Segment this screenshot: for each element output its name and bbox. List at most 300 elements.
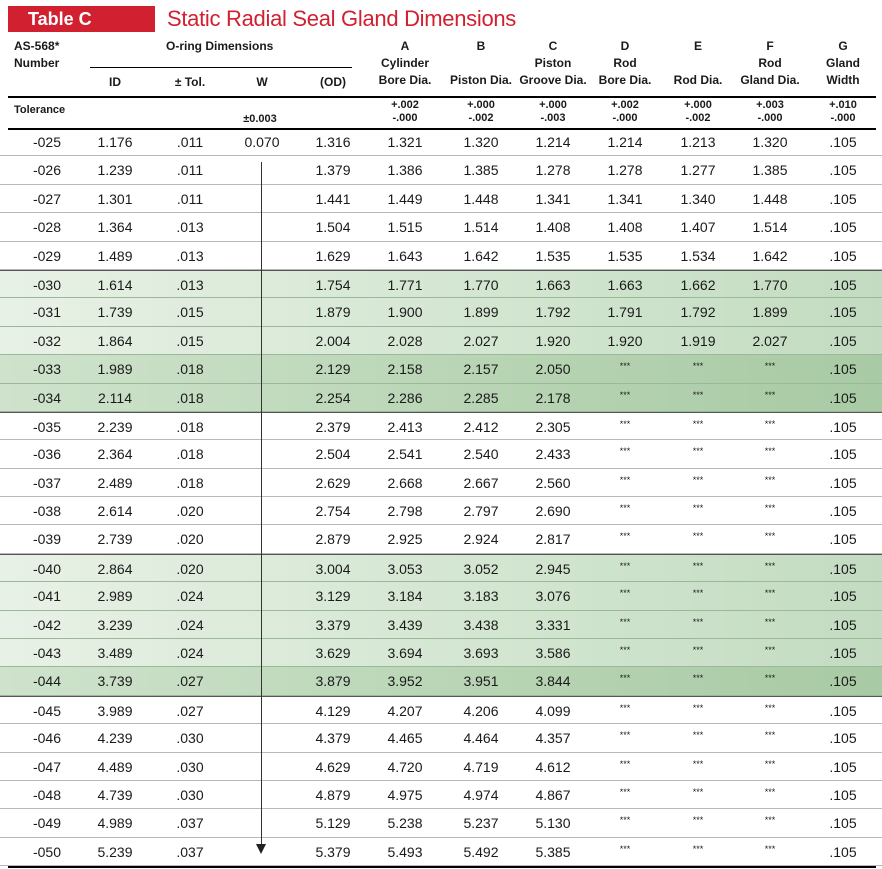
oring-group-underline bbox=[90, 67, 352, 68]
bottom-rule bbox=[8, 866, 876, 868]
cell-d: 1.278 bbox=[607, 162, 643, 179]
tolerance-a-minus: -.000 bbox=[392, 112, 418, 124]
cell-c: 5.385 bbox=[535, 843, 571, 860]
cell-w bbox=[232, 213, 292, 241]
cell-d: 1.341 bbox=[607, 190, 643, 207]
header-d bbox=[586, 38, 664, 89]
cell-tol: .018 bbox=[176, 361, 204, 378]
header-a bbox=[366, 38, 444, 89]
cell-e: 1.792 bbox=[680, 304, 716, 321]
header-c-line2: Piston bbox=[534, 56, 572, 70]
cell-f: 1.448 bbox=[752, 190, 788, 207]
cell-id: 2.614 bbox=[97, 503, 133, 520]
cell-tol: .024 bbox=[176, 645, 204, 662]
cell-d: *** bbox=[619, 815, 631, 826]
cell-f: 1.514 bbox=[752, 219, 788, 236]
tolerance-e bbox=[659, 99, 737, 125]
cell-d: *** bbox=[619, 758, 631, 769]
cell-f: *** bbox=[764, 474, 776, 485]
cell-e: *** bbox=[692, 673, 704, 684]
cell-tol: .013 bbox=[176, 276, 204, 293]
cell-g: .105 bbox=[829, 560, 857, 577]
cell-id: 1.739 bbox=[97, 304, 133, 321]
cell-a: 5.238 bbox=[387, 815, 423, 832]
table-row bbox=[0, 298, 882, 326]
title-bar bbox=[8, 6, 516, 32]
cell-id: 3.239 bbox=[97, 616, 133, 633]
cell-w bbox=[232, 242, 292, 270]
cell-c: 2.305 bbox=[535, 418, 571, 435]
cell-number: -034 bbox=[32, 389, 62, 406]
cell-f: 1.385 bbox=[752, 162, 788, 179]
header-f-line3: Gland Dia. bbox=[740, 73, 800, 87]
cell-f: 1.642 bbox=[752, 247, 788, 264]
cell-number: -041 bbox=[32, 588, 62, 605]
cell-tol: .011 bbox=[176, 190, 204, 207]
cell-od: 5.379 bbox=[315, 843, 351, 860]
cell-tol: .027 bbox=[176, 673, 204, 690]
cell-f: 1.770 bbox=[752, 276, 788, 293]
cell-a: 2.798 bbox=[387, 503, 423, 520]
cell-g: .105 bbox=[829, 531, 857, 548]
cell-c: 2.560 bbox=[535, 474, 571, 491]
cell-tol: .030 bbox=[176, 730, 204, 747]
tolerance-row bbox=[0, 98, 882, 128]
cell-e: 1.277 bbox=[680, 162, 716, 179]
cell-w bbox=[232, 413, 292, 441]
header-f bbox=[731, 38, 809, 89]
cell-d: *** bbox=[619, 645, 631, 656]
cell-e: *** bbox=[692, 503, 704, 514]
cell-tol: .015 bbox=[176, 332, 204, 349]
tolerance-g bbox=[808, 99, 878, 125]
cell-w bbox=[232, 753, 292, 781]
cell-id: 4.739 bbox=[97, 786, 133, 803]
cell-a: 3.952 bbox=[387, 673, 423, 690]
cell-number: -029 bbox=[32, 247, 62, 264]
cell-number: -035 bbox=[32, 418, 62, 435]
tolerance-label: Tolerance bbox=[14, 104, 66, 116]
tolerance-a-plus: +.002 bbox=[391, 99, 419, 111]
cell-od: 3.379 bbox=[315, 616, 351, 633]
cell-number: -026 bbox=[32, 162, 62, 179]
cell-c: 1.278 bbox=[535, 162, 571, 179]
cell-f: *** bbox=[764, 616, 776, 627]
cell-g: .105 bbox=[829, 219, 857, 236]
cell-w bbox=[232, 327, 292, 355]
cell-id: 2.864 bbox=[97, 560, 133, 577]
cell-a: 4.720 bbox=[387, 758, 423, 775]
cell-number: -031 bbox=[32, 304, 62, 321]
cell-e: *** bbox=[692, 702, 704, 713]
cell-a: 3.053 bbox=[387, 560, 423, 577]
tolerance-d-minus: -.000 bbox=[612, 112, 638, 124]
cell-tol: .037 bbox=[176, 843, 204, 860]
cell-number: -033 bbox=[32, 361, 62, 378]
cell-w bbox=[232, 497, 292, 525]
cell-b: 5.492 bbox=[463, 843, 499, 860]
cell-od: 3.629 bbox=[315, 645, 351, 662]
cell-a: 1.771 bbox=[387, 276, 423, 293]
cell-id: 1.489 bbox=[97, 247, 133, 264]
cell-a: 1.643 bbox=[387, 247, 423, 264]
cell-b: 4.464 bbox=[463, 730, 499, 747]
cell-b: 1.770 bbox=[463, 276, 499, 293]
cell-id: 4.989 bbox=[97, 815, 133, 832]
cell-f: *** bbox=[764, 446, 776, 457]
cell-a: 2.925 bbox=[387, 531, 423, 548]
cell-od: 3.879 bbox=[315, 673, 351, 690]
cell-c: 2.433 bbox=[535, 446, 571, 463]
tolerance-f-plus: +.003 bbox=[756, 99, 784, 111]
cell-od: 4.629 bbox=[315, 758, 351, 775]
cell-od: 3.004 bbox=[315, 560, 351, 577]
cell-tol: .030 bbox=[176, 758, 204, 775]
cell-number: -050 bbox=[32, 843, 62, 860]
cell-id: 4.239 bbox=[97, 730, 133, 747]
cell-w bbox=[232, 355, 292, 383]
cell-g: .105 bbox=[829, 389, 857, 406]
cell-c: 1.535 bbox=[535, 247, 571, 264]
cell-b: 3.438 bbox=[463, 616, 499, 633]
cell-f: *** bbox=[764, 673, 776, 684]
cell-w bbox=[232, 809, 292, 837]
cell-b: 4.206 bbox=[463, 702, 499, 719]
tolerance-w: ±0.003 bbox=[243, 113, 277, 125]
table-row bbox=[0, 213, 882, 241]
cell-a: 4.465 bbox=[387, 730, 423, 747]
cell-d: 1.791 bbox=[607, 304, 643, 321]
header-w: W bbox=[256, 75, 268, 89]
header-number-line2: Number bbox=[14, 56, 60, 70]
cell-number: -040 bbox=[32, 560, 62, 577]
tolerance-c-minus: -.003 bbox=[540, 112, 566, 124]
header-g bbox=[808, 38, 878, 89]
cell-w bbox=[232, 639, 292, 667]
cell-d: *** bbox=[619, 389, 631, 400]
header-number-line1: AS-568* bbox=[14, 39, 60, 53]
cell-od: 1.629 bbox=[315, 247, 351, 264]
cell-w bbox=[232, 582, 292, 610]
cell-g: .105 bbox=[829, 446, 857, 463]
cell-d: *** bbox=[619, 673, 631, 684]
table-row bbox=[0, 554, 882, 582]
table-row bbox=[0, 639, 882, 667]
cell-tol: .027 bbox=[176, 702, 204, 719]
header-b-line2 bbox=[442, 55, 520, 72]
table-row bbox=[0, 838, 882, 866]
cell-od: 2.004 bbox=[315, 332, 351, 349]
header-d-line3: Bore Dia. bbox=[598, 73, 652, 87]
cell-tol: .024 bbox=[176, 616, 204, 633]
cell-b: 4.719 bbox=[463, 758, 499, 775]
cell-w bbox=[232, 781, 292, 809]
cell-w bbox=[232, 555, 292, 583]
header-b-letter: B bbox=[476, 39, 486, 53]
table-row bbox=[0, 469, 882, 497]
cell-id: 2.739 bbox=[97, 531, 133, 548]
cell-g: .105 bbox=[829, 730, 857, 747]
cell-g: .105 bbox=[829, 276, 857, 293]
down-arrow-icon bbox=[256, 844, 266, 854]
cell-c: 2.050 bbox=[535, 361, 571, 378]
cell-e: 1.919 bbox=[680, 332, 716, 349]
cell-b: 1.448 bbox=[463, 190, 499, 207]
cell-od: 1.441 bbox=[315, 190, 351, 207]
cell-d: *** bbox=[619, 446, 631, 457]
cell-a: 4.975 bbox=[387, 786, 423, 803]
cell-a: 3.184 bbox=[387, 588, 423, 605]
cell-d: 1.663 bbox=[607, 276, 643, 293]
cell-w bbox=[232, 298, 292, 326]
cell-id: 2.239 bbox=[97, 418, 133, 435]
header-f-letter: F bbox=[766, 39, 774, 53]
cell-id: 1.364 bbox=[97, 219, 133, 236]
cell-c: 4.099 bbox=[535, 702, 571, 719]
cell-b: 3.183 bbox=[463, 588, 499, 605]
cell-b: 2.027 bbox=[463, 332, 499, 349]
cell-od: 2.879 bbox=[315, 531, 351, 548]
cell-f: *** bbox=[764, 531, 776, 542]
cell-number: -042 bbox=[32, 616, 62, 633]
cell-f: *** bbox=[764, 702, 776, 713]
cell-f: *** bbox=[764, 645, 776, 656]
cell-e: *** bbox=[692, 645, 704, 656]
header-e-line2 bbox=[659, 55, 737, 72]
cell-e: *** bbox=[692, 446, 704, 457]
cell-c: 3.586 bbox=[535, 645, 571, 662]
cell-c: 4.357 bbox=[535, 730, 571, 747]
cell-number: -028 bbox=[32, 219, 62, 236]
table-row bbox=[0, 753, 882, 781]
w-same-line bbox=[261, 162, 262, 852]
cell-g: .105 bbox=[829, 134, 857, 150]
cell-a: 1.386 bbox=[387, 162, 423, 179]
tolerance-g-minus: -.000 bbox=[830, 112, 856, 124]
cell-b: 4.974 bbox=[463, 786, 499, 803]
header-tol: ± Tol. bbox=[174, 75, 206, 89]
cell-od: 5.129 bbox=[315, 815, 351, 832]
cell-e: 1.534 bbox=[680, 247, 716, 264]
cell-f: *** bbox=[764, 418, 776, 429]
header-c-line3: Groove Dia. bbox=[519, 73, 587, 87]
cell-number: -025 bbox=[32, 134, 62, 150]
table-row bbox=[0, 185, 882, 213]
cell-tol: .011 bbox=[176, 134, 204, 150]
tolerance-b-plus: +.000 bbox=[467, 99, 495, 111]
cell-f: *** bbox=[764, 361, 776, 372]
cell-b: 1.514 bbox=[463, 219, 499, 236]
cell-c: 1.663 bbox=[535, 276, 571, 293]
cell-d: *** bbox=[619, 730, 631, 741]
table-row bbox=[0, 156, 882, 184]
cell-e: *** bbox=[692, 531, 704, 542]
cell-c: 1.920 bbox=[535, 332, 571, 349]
cell-c: 2.690 bbox=[535, 503, 571, 520]
cell-c: 3.331 bbox=[535, 616, 571, 633]
cell-number: -043 bbox=[32, 645, 62, 662]
cell-g: .105 bbox=[829, 474, 857, 491]
cell-w bbox=[232, 156, 292, 184]
cell-tol: .020 bbox=[176, 531, 204, 548]
cell-e: *** bbox=[692, 758, 704, 769]
cell-tol: .018 bbox=[176, 446, 204, 463]
cell-e: *** bbox=[692, 843, 704, 854]
cell-b: 1.899 bbox=[463, 304, 499, 321]
cell-d: *** bbox=[619, 616, 631, 627]
cell-d: *** bbox=[619, 474, 631, 485]
cell-f: 1.899 bbox=[752, 304, 788, 321]
header-c bbox=[514, 38, 592, 89]
cell-c: 4.867 bbox=[535, 786, 571, 803]
cell-d: *** bbox=[619, 503, 631, 514]
cell-b: 2.540 bbox=[463, 446, 499, 463]
header-a-line2: Cylinder bbox=[380, 56, 429, 70]
cell-id: 2.989 bbox=[97, 588, 133, 605]
cell-id: 3.489 bbox=[97, 645, 133, 662]
header-a-letter: A bbox=[400, 39, 410, 53]
tolerance-g-plus: +.010 bbox=[829, 99, 857, 111]
cell-tol: .013 bbox=[176, 219, 204, 236]
cell-b: 3.693 bbox=[463, 645, 499, 662]
table-row bbox=[0, 696, 882, 724]
page-title: Static Radial Seal Gland Dimensions bbox=[167, 6, 517, 31]
cell-g: .105 bbox=[829, 332, 857, 349]
data-table-body bbox=[0, 128, 882, 866]
cell-a: 1.900 bbox=[387, 304, 423, 321]
cell-tol: .020 bbox=[176, 560, 204, 577]
cell-w bbox=[232, 469, 292, 497]
header-g-line2: Gland bbox=[825, 56, 860, 70]
cell-a: 3.439 bbox=[387, 616, 423, 633]
cell-e: *** bbox=[692, 560, 704, 571]
cell-tol: .024 bbox=[176, 588, 204, 605]
cell-b: 2.667 bbox=[463, 474, 499, 491]
cell-d: *** bbox=[619, 843, 631, 854]
cell-b: 2.924 bbox=[463, 531, 499, 548]
cell-g: .105 bbox=[829, 361, 857, 378]
table-row bbox=[0, 355, 882, 383]
cell-w bbox=[232, 384, 292, 412]
cell-od: 2.129 bbox=[315, 361, 351, 378]
cell-c: 2.945 bbox=[535, 560, 571, 577]
cell-d: 1.535 bbox=[607, 247, 643, 264]
header-e-line3: Rod Dia. bbox=[673, 73, 723, 87]
table-row bbox=[0, 242, 882, 270]
cell-w: 0.070 bbox=[244, 134, 280, 150]
cell-e: 1.340 bbox=[680, 190, 716, 207]
table-row bbox=[0, 525, 882, 553]
cell-a: 1.515 bbox=[387, 219, 423, 236]
table-row bbox=[0, 611, 882, 639]
cell-c: 4.612 bbox=[535, 758, 571, 775]
cell-d: 1.920 bbox=[607, 332, 643, 349]
header-c-letter: C bbox=[548, 39, 558, 53]
cell-d: *** bbox=[619, 361, 631, 372]
cell-e: *** bbox=[692, 815, 704, 826]
cell-w bbox=[232, 697, 292, 725]
cell-e: 1.662 bbox=[680, 276, 716, 293]
cell-id: 2.489 bbox=[97, 474, 133, 491]
cell-d: 1.408 bbox=[607, 219, 643, 236]
header-d-letter: D bbox=[620, 39, 630, 53]
cell-od: 4.379 bbox=[315, 730, 351, 747]
table-row bbox=[0, 128, 882, 156]
cell-tol: .018 bbox=[176, 474, 204, 491]
cell-a: 3.694 bbox=[387, 645, 423, 662]
cell-number: -045 bbox=[32, 702, 62, 719]
cell-a: 2.541 bbox=[387, 446, 423, 463]
cell-g: .105 bbox=[829, 588, 857, 605]
cell-w bbox=[232, 667, 292, 695]
cell-tol: .015 bbox=[176, 304, 204, 321]
cell-od: 1.379 bbox=[315, 162, 351, 179]
tolerance-f bbox=[731, 99, 809, 125]
tolerance-f-minus: -.000 bbox=[757, 112, 783, 124]
header-g-letter: G bbox=[838, 39, 848, 53]
cell-w bbox=[232, 440, 292, 468]
header-e-letter: E bbox=[693, 39, 702, 53]
cell-a: 1.321 bbox=[387, 134, 423, 150]
cell-id: 3.989 bbox=[97, 702, 133, 719]
cell-number: -032 bbox=[32, 332, 62, 349]
cell-w bbox=[232, 271, 292, 299]
cell-tol: .018 bbox=[176, 418, 204, 435]
cell-b: 1.642 bbox=[463, 247, 499, 264]
cell-e: *** bbox=[692, 588, 704, 599]
cell-tol: .030 bbox=[176, 786, 204, 803]
cell-b: 2.157 bbox=[463, 361, 499, 378]
cell-d: *** bbox=[619, 702, 631, 713]
cell-f: 1.320 bbox=[752, 134, 788, 150]
cell-f: *** bbox=[764, 389, 776, 400]
table-row bbox=[0, 384, 882, 412]
tolerance-d-plus: +.002 bbox=[611, 99, 639, 111]
cell-tol: .037 bbox=[176, 815, 204, 832]
cell-od: 1.879 bbox=[315, 304, 351, 321]
tolerance-a bbox=[366, 99, 444, 125]
cell-tol: .013 bbox=[176, 247, 204, 264]
cell-c: 3.844 bbox=[535, 673, 571, 690]
header-od: (OD) bbox=[320, 75, 346, 89]
cell-g: .105 bbox=[829, 418, 857, 435]
table-label: Table C bbox=[8, 6, 155, 32]
cell-g: .105 bbox=[829, 503, 857, 520]
cell-a: 2.668 bbox=[387, 474, 423, 491]
header-oring-group: O-ring Dimensions bbox=[166, 39, 274, 53]
cell-a: 2.028 bbox=[387, 332, 423, 349]
cell-id: 1.989 bbox=[97, 361, 133, 378]
cell-d: *** bbox=[619, 531, 631, 542]
cell-c: 2.178 bbox=[535, 389, 571, 406]
cell-od: 2.754 bbox=[315, 503, 351, 520]
header-b bbox=[442, 38, 520, 89]
cell-a: 1.449 bbox=[387, 190, 423, 207]
cell-d: *** bbox=[619, 588, 631, 599]
cell-d: 1.214 bbox=[607, 134, 643, 150]
cell-id: 3.739 bbox=[97, 673, 133, 690]
cell-c: 5.130 bbox=[535, 815, 571, 832]
cell-id: 5.239 bbox=[97, 843, 133, 860]
cell-b: 2.412 bbox=[463, 418, 499, 435]
cell-number: -038 bbox=[32, 503, 62, 520]
cell-g: .105 bbox=[829, 843, 857, 860]
header-id: ID bbox=[109, 75, 121, 89]
cell-e: *** bbox=[692, 786, 704, 797]
cell-id: 2.114 bbox=[98, 389, 132, 406]
cell-id: 1.864 bbox=[97, 332, 133, 349]
cell-tol: .020 bbox=[176, 503, 204, 520]
